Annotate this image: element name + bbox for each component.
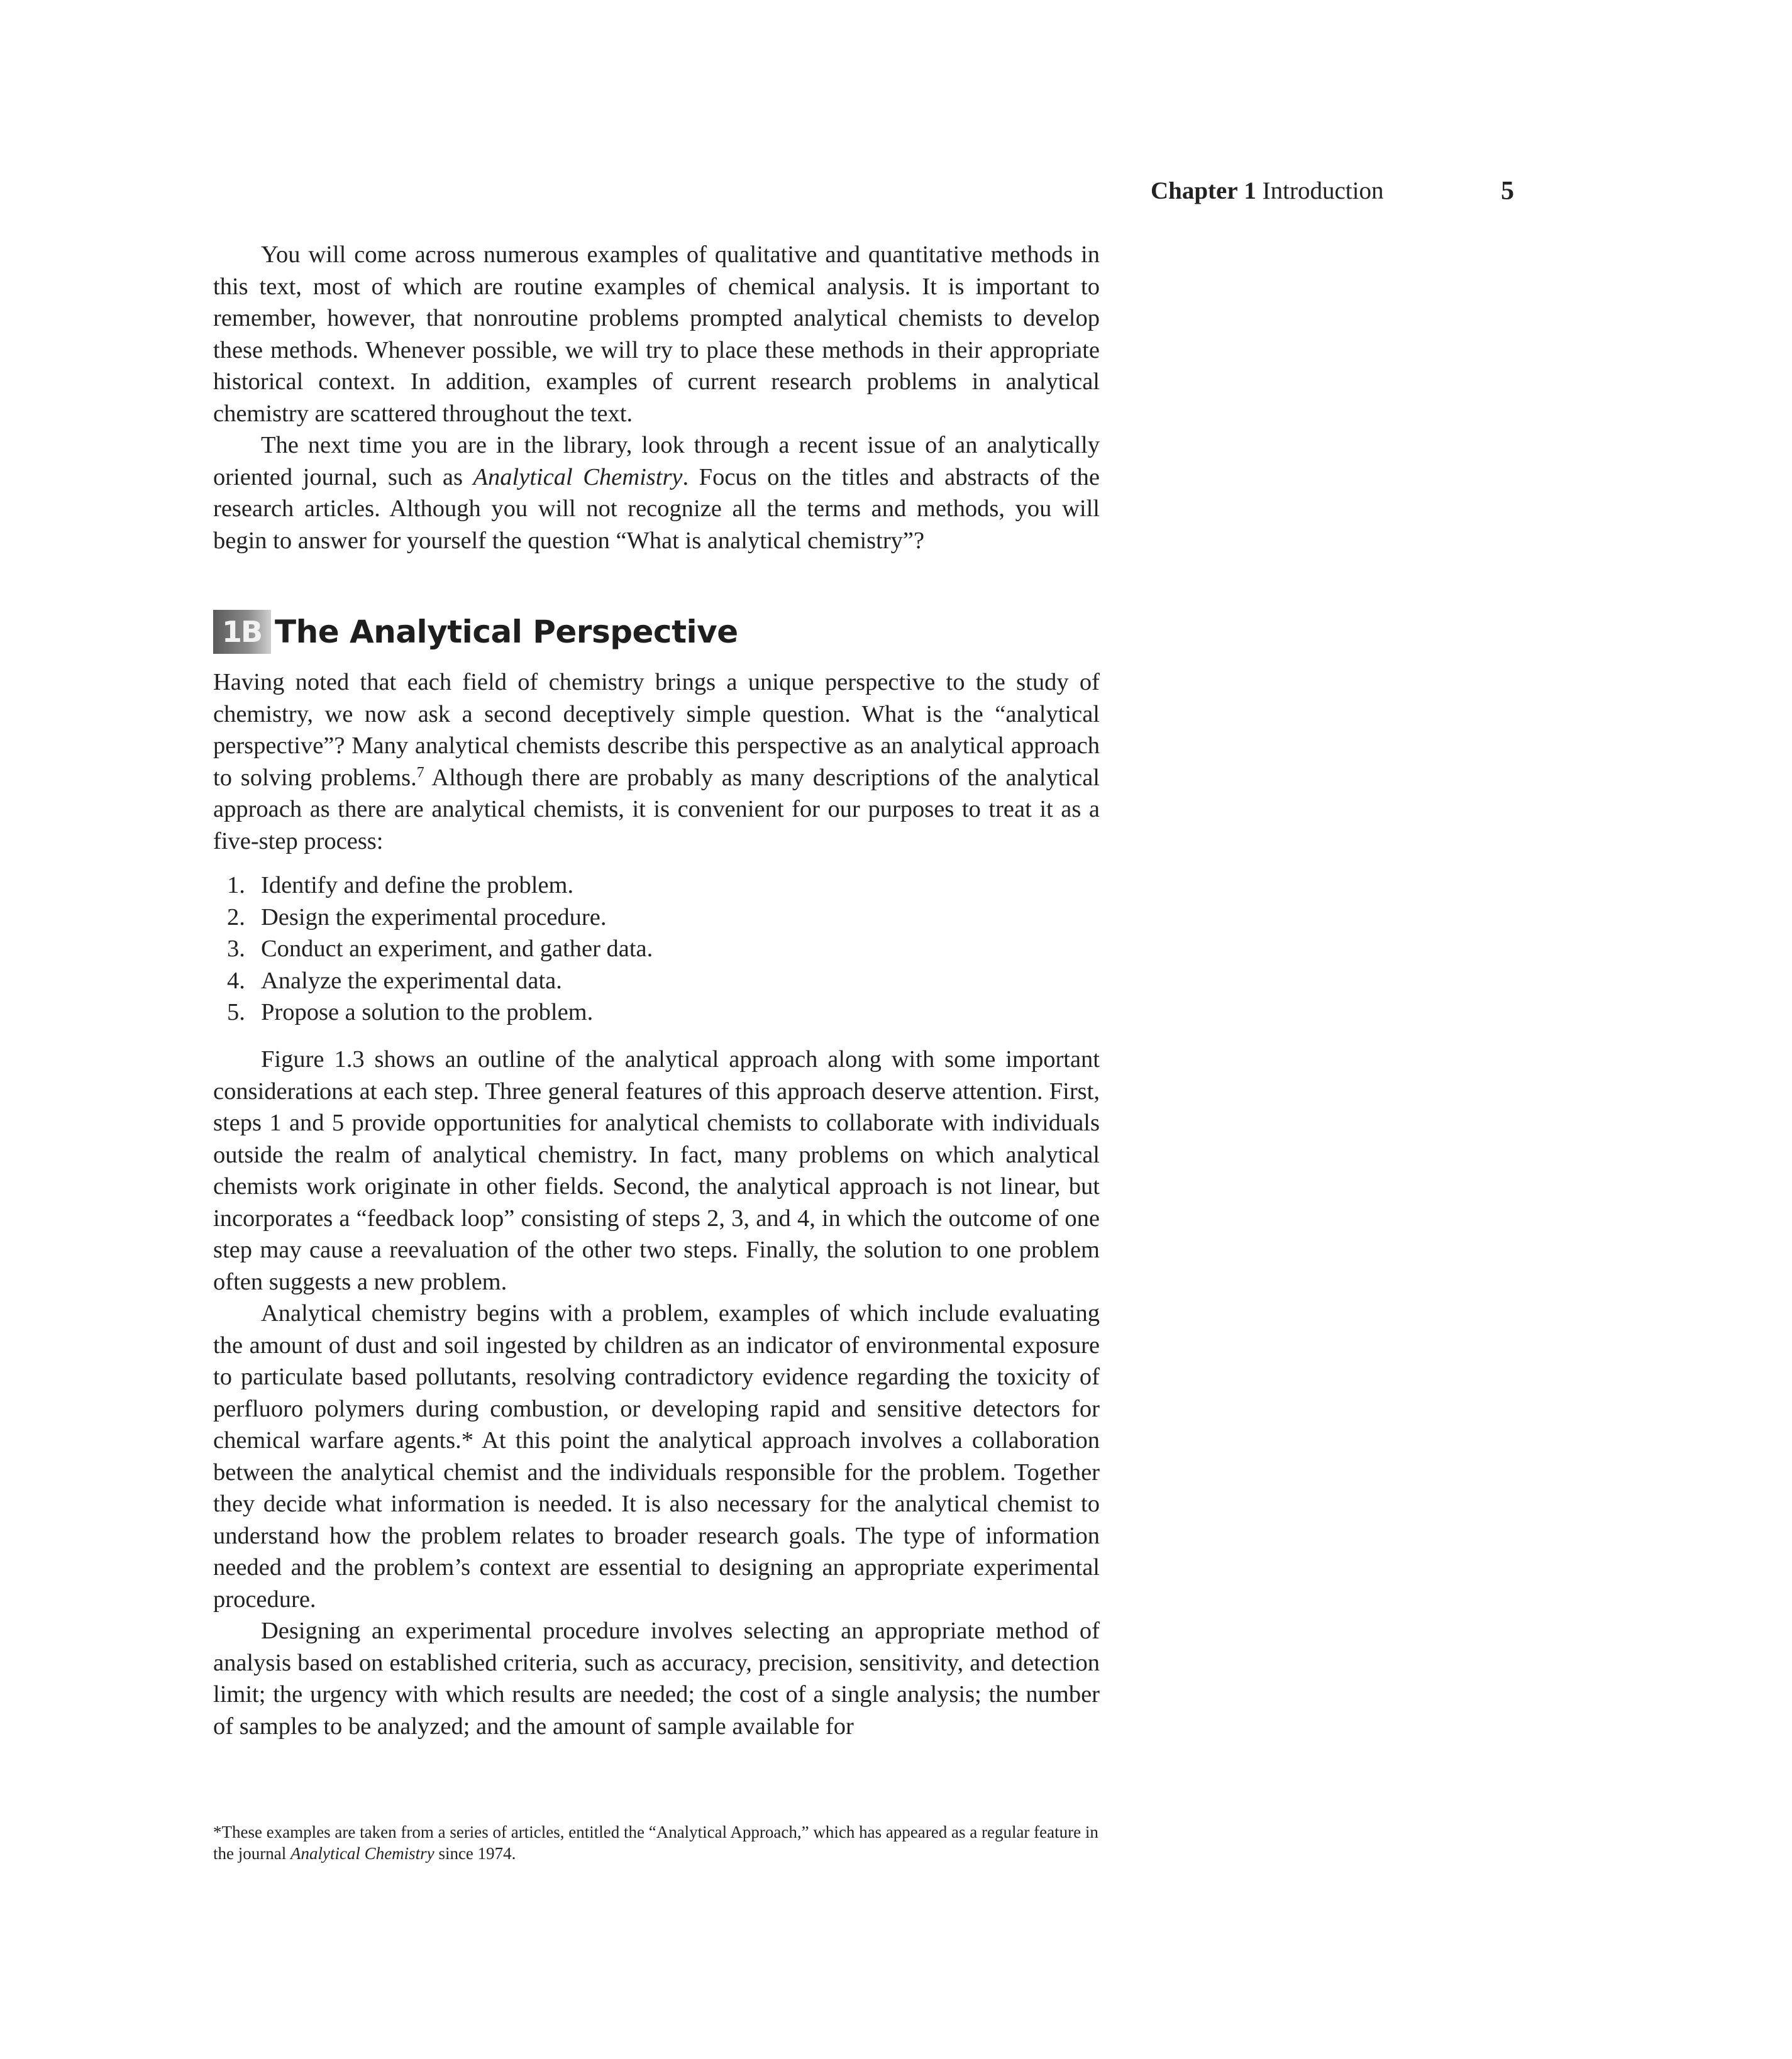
list-item-number: 4. bbox=[227, 967, 245, 994]
list-item-text: Conduct an experiment, and gather data. bbox=[261, 936, 653, 962]
section-paragraph-2: Figure 1.3 shows an outline of the analytical approach along with some important considerations at each step. Three general features of this approach deserve attention. First, steps 1 and 5 provide opportunities for analytical chemists to collaborate with individuals outside the realm of analytical chemistry. In fact, many problems on which analytical chemists work originate in other fields. Second, the analytical approach is not linear, but incorporates a “feedback loop” consisting of steps 2, 3, and 4, in which the outcome of one step may cause a reevaluation of the other two steps. Finally, the solution to one problem often suggests a new problem. bbox=[213, 1046, 1100, 1295]
list-item-text: Identify and define the problem. bbox=[261, 872, 574, 898]
intro-paragraph-2 bbox=[213, 429, 1100, 556]
section-paragraph-4: Designing an experimental procedure involves selecting an appropriate method of analysis based on established criteria, such as accuracy, precision, sensitivity, and detection limit; the urgency with which results are needed; the cost of a single analysis; the number of samples to be analyzed; and the amount of sample available for bbox=[213, 1618, 1100, 1740]
footnote bbox=[213, 1821, 1100, 1864]
chapter-title: Introduction bbox=[1262, 177, 1384, 204]
footnote-text: *These examples are taken from a series of articles, entitled the “Analytical Approach,” which has appeared as a regular feature in the journal bbox=[213, 1823, 1098, 1863]
section-paragraph-1 bbox=[213, 666, 1100, 857]
section-body bbox=[213, 1044, 1100, 1742]
section-paragraph-3: Analytical chemistry begins with a problem, examples of which include evaluating the amount of dust and soil ingested by children as an indicator of environmental exposure to particulate based pollutants, resolving contradictory evidence regarding the toxicity of perfluoro polymers during combustion, or developing rapid and sensitive detectors for chemical warfare agents.* At this point the analytical approach involves a collaboration between the analytical chemist and the individuals responsible for the problem. Together they decide what information is needed. It is also necessary for the analytical chemist to understand how the problem relates to broader research goals. The type of information needed and the problem’s context are essential to designing an appropriate experimental procedure. bbox=[213, 1300, 1100, 1613]
chapter-number: 1 bbox=[1244, 177, 1256, 204]
intro-text bbox=[213, 239, 1100, 556]
intro-paragraph-2-text: The next time you are in the library, look through a recent issue of an analytically oriented journal, such as bbox=[213, 432, 1100, 490]
section-paragraph-1-text: Having noted that each field of chemistry brings a unique perspective to the study of chemistry, we now ask a second deceptively simple question. What is the “analytical perspective”? Many analytical chemists describe this perspective as an analytical approach to solving problems. bbox=[213, 669, 1100, 791]
footnote-text-end: since 1974. bbox=[434, 1844, 516, 1863]
intro-paragraph-1: You will come across numerous examples of qualitative and quantitative methods in this text, most of which are routine examples of chemical analysis. It is important to remember, however, that nonroutine problems prompted analytical chemists to develop these methods. Whenever possible, we will try to place these methods in their appropriate historical context. In addition, examples of current research problems in analytical chemistry are scattered throughout the text. bbox=[213, 241, 1100, 427]
list-item bbox=[213, 996, 1100, 1029]
running-header bbox=[1151, 172, 1528, 210]
list-item-number: 3. bbox=[227, 936, 245, 962]
list-item-number: 2. bbox=[227, 903, 245, 930]
list-item-number: 1. bbox=[227, 872, 245, 898]
list-item bbox=[213, 869, 1100, 902]
journal-name: Analytical Chemistry bbox=[473, 463, 683, 490]
list-item bbox=[213, 933, 1100, 965]
reference-marker: 7 bbox=[416, 764, 424, 781]
footnote-journal-name: Analytical Chemistry bbox=[290, 1844, 434, 1863]
five-step-list bbox=[213, 869, 1100, 1029]
section-paragraph-1-text-end: Although there are probably as many descriptions of the analytical approach as there are analytical chemists, it is convenient for our purposes to treat it as a five-step process: bbox=[213, 764, 1100, 854]
section-intro bbox=[213, 666, 1100, 857]
section-title: The Analytical Perspective bbox=[275, 614, 738, 650]
section-number-badge: 1B bbox=[213, 610, 271, 654]
list-item-text: Propose a solution to the problem. bbox=[261, 999, 594, 1025]
list-item bbox=[213, 965, 1100, 997]
list-item-text: Analyze the experimental data. bbox=[261, 967, 562, 994]
list-item bbox=[213, 902, 1100, 934]
page-number: 5 bbox=[1501, 177, 1514, 206]
list-item-number: 5. bbox=[227, 999, 245, 1025]
list-item-text: Design the experimental procedure. bbox=[261, 903, 607, 930]
section-heading bbox=[213, 607, 1100, 655]
chapter-label: Chapter bbox=[1151, 177, 1238, 204]
intro-paragraph-2-text-end: . Focus on the titles and abstracts of the research articles. Although you will not recognize all the terms and methods, you will begin to answer for yourself the question “What is analytical chemistry”? bbox=[213, 463, 1100, 554]
